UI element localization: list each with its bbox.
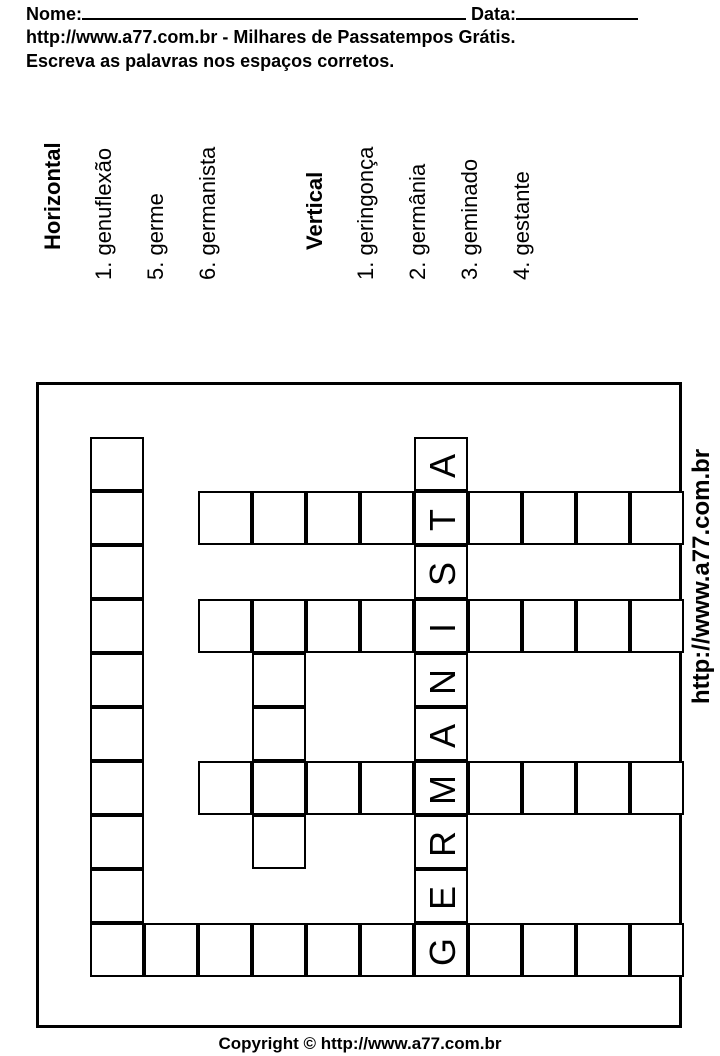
crossword-cell[interactable]	[576, 599, 630, 653]
site-line: http://www.a77.com.br - Milhares de Passatempos Grátis.	[26, 27, 516, 47]
crossword-cell[interactable]	[90, 815, 144, 869]
crossword-cell[interactable]	[630, 761, 684, 815]
crossword-cell[interactable]	[306, 923, 360, 977]
crossword-cell[interactable]	[90, 653, 144, 707]
vertical-clue: 3. geminado	[457, 158, 482, 280]
crossword-cell[interactable]	[414, 707, 468, 761]
crossword-cell[interactable]	[360, 923, 414, 977]
vertical-clue: 4. gestante	[509, 171, 534, 280]
crossword-cell[interactable]	[468, 599, 522, 653]
crossword-cell[interactable]	[90, 707, 144, 761]
crossword-cell[interactable]	[414, 815, 468, 869]
crossword-cell[interactable]	[306, 491, 360, 545]
crossword-cell[interactable]	[90, 599, 144, 653]
crossword-cell[interactable]	[414, 491, 468, 545]
crossword-cell[interactable]	[252, 599, 306, 653]
grid-letter: E	[422, 886, 463, 911]
crossword-cell[interactable]	[630, 599, 684, 653]
crossword-cell[interactable]	[252, 707, 306, 761]
crossword-cell[interactable]	[522, 599, 576, 653]
horizontal-title: Horizontal	[40, 142, 65, 250]
date-label: Data:	[471, 4, 517, 24]
vertical-title: Vertical	[302, 171, 327, 250]
copyright: Copyright © http://www.a77.com.br	[218, 1034, 502, 1053]
crossword-cell[interactable]	[414, 437, 468, 491]
crossword-cell[interactable]	[252, 653, 306, 707]
crossword-cell[interactable]	[576, 923, 630, 977]
crossword-cell[interactable]	[414, 761, 468, 815]
grid-letter: A	[422, 454, 463, 479]
crossword-cell[interactable]	[576, 761, 630, 815]
grid-letter: R	[422, 831, 463, 857]
crossword-cell[interactable]	[630, 923, 684, 977]
grid-letter: T	[422, 509, 463, 531]
grid-letter: N	[422, 669, 463, 695]
crossword-cell[interactable]	[90, 869, 144, 923]
grid-letter: A	[422, 724, 463, 749]
crossword-cell[interactable]	[144, 923, 198, 977]
grid-letter: G	[422, 938, 463, 967]
crossword-cell[interactable]	[90, 923, 144, 977]
crossword-cell[interactable]	[468, 491, 522, 545]
name-blank-line[interactable]	[82, 2, 466, 20]
crossword-cell[interactable]	[90, 491, 144, 545]
vertical-clue: 1. geringonça	[353, 146, 378, 280]
crossword-cell[interactable]	[252, 815, 306, 869]
vertical-clue: 2. germânia	[405, 163, 430, 280]
side-url: http://www.a77.com.br	[688, 448, 715, 704]
crossword-cell[interactable]	[360, 599, 414, 653]
crossword-cell[interactable]	[90, 437, 144, 491]
header-name-date-line	[26, 2, 638, 25]
crossword-cell[interactable]	[198, 923, 252, 977]
crossword-cell[interactable]	[198, 761, 252, 815]
crossword-cell[interactable]	[90, 761, 144, 815]
crossword-cell[interactable]	[414, 599, 468, 653]
crossword-cell[interactable]	[630, 491, 684, 545]
date-blank-line[interactable]	[516, 2, 638, 20]
crossword-cell[interactable]	[468, 761, 522, 815]
instruction-line: Escreva as palavras nos espaços corretos.	[26, 51, 395, 71]
crossword-cell[interactable]	[198, 599, 252, 653]
crossword-cell[interactable]	[90, 545, 144, 599]
crossword-cell[interactable]	[522, 923, 576, 977]
crossword-cell[interactable]	[360, 491, 414, 545]
crossword-cell[interactable]	[306, 761, 360, 815]
name-label: Nome:	[26, 4, 83, 24]
horizontal-clue: 6. germanista	[195, 146, 220, 280]
crossword-cell[interactable]	[576, 491, 630, 545]
crossword-cell[interactable]	[522, 761, 576, 815]
crossword-cell[interactable]	[306, 599, 360, 653]
grid-letter: I	[422, 623, 463, 634]
crossword-cell[interactable]	[414, 653, 468, 707]
grid-letter: S	[422, 562, 463, 587]
crossword-cell[interactable]	[252, 491, 306, 545]
grid-letter: M	[422, 775, 463, 805]
horizontal-clue: 1. genuflexão	[91, 147, 116, 280]
crossword-cell[interactable]	[414, 869, 468, 923]
crossword-cell[interactable]	[252, 923, 306, 977]
crossword-cell[interactable]	[522, 491, 576, 545]
crossword-cell[interactable]	[360, 761, 414, 815]
horizontal-clue: 5. germe	[143, 193, 168, 280]
crossword-cell[interactable]	[414, 923, 468, 977]
crossword-cell[interactable]	[252, 761, 306, 815]
crossword-cell[interactable]	[198, 491, 252, 545]
crossword-cell[interactable]	[468, 923, 522, 977]
crossword-cell[interactable]	[414, 545, 468, 599]
